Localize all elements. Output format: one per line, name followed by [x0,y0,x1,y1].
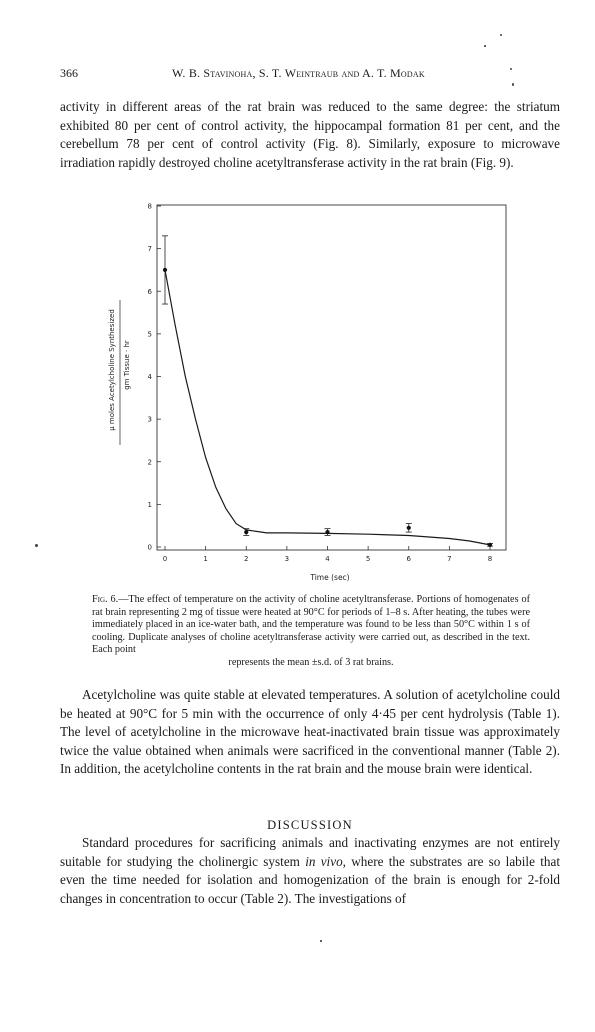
y-tick-label: 5 [147,330,152,339]
y-tick-label: 6 [147,287,152,296]
data-point [163,268,167,272]
x-tick-label: 4 [325,555,330,563]
x-tick-label: 8 [487,555,493,563]
y-tick-label: 1 [147,500,152,509]
paragraph-3-start: Standard procedures for sacrificing animals and inactivating enzymes are not entirely suitable for studying the cholinergic system [60,835,560,869]
caption-text: —The effect of temperature on the activity of choline acetyltransferase. Portions of homogenates of rat brain representing 2 mg of tissue were heated at 90°C for periods of 1–8 s. After heating, the tubes were immediately placed in an ice-water bath, and the temperature was found to be less than 50°C within 1 s of cooling. Duplicate analyses of choline acetyltransferase activity were carried out, as described in the text. Each point [92,594,530,656]
y-tick-label: 4 [147,373,152,381]
data-point [244,530,248,534]
y-tick-label: 0 [147,543,152,552]
y-tick-label: 7 [147,245,152,254]
y-axis-ticks [148,203,161,552]
y-axis-label-line2: gm Tissue · hr [123,340,131,390]
data-point [325,530,329,534]
x-tick-label: 6 [406,555,411,563]
x-tick-label: 1 [203,555,208,563]
x-tick-label: 7 [447,555,452,563]
caption-label: Fig. 6. [92,594,119,605]
y-tick-label: 2 [147,458,152,467]
fitted-curve [165,270,490,545]
data-point [488,543,492,547]
x-tick-label: 0 [162,555,168,563]
body-paragraph-1: activity in different areas of the rat brain was reduced to the same degree: the striatum exhibited 80 per cent of control activity, the hippocampal formation 81 per cent, and the cerebellum 78 per cent of control activity (Fig. 8). Similarly, exposure to microwave irradiation rapidly destroyed choline acetyltransferase activity in the rat brain (Fig. 9). [60,99,560,170]
figure-caption [92,594,530,670]
body-paragraph-3 [60,834,560,908]
y-axis-label-line1: µ moles Acetylcholine Synthesized [108,309,116,431]
x-tick-label: 5 [365,555,371,563]
data-point [407,526,411,530]
data-points [162,236,493,547]
plot-frame [157,205,506,550]
x-tick-label: 3 [284,555,290,563]
y-tick-label: 8 [147,202,152,211]
paragraph-3-end: , where the substrates are so labile that even the time needed for isolation and homogenization of the brain is enough for 2-fold changes in concentration to occur (Table 2). The investigations of [60,853,560,906]
x-axis-ticks [163,546,492,563]
figure-6-chart [100,195,520,590]
x-tick-label: 2 [244,555,249,563]
section-heading: DISCUSSION [267,818,353,832]
running-title: W. B. Stavinoha, S. T. Weintraub and A. T. Modak [172,66,425,80]
y-tick-label: 3 [147,415,152,424]
caption-last-line: represents the mean ±s.d. of 3 rat brains. [228,656,394,668]
x-axis-label: Time (sec) [310,573,350,582]
body-paragraph-2: Acetylcholine was quite stable at elevated temperatures. A solution of acetylcholine could be heated at 90°C for 5 min with the occurrence of only 4·45 per cent hydrolysis (Table 1). The level of acetylcholine in the microwave heat-inactivated brain tissue was approximately twice the value obtained when animals were sacrificed in the conventional manner (Table 2). In addition, the acetylcholine contents in the rat brain and the mouse brain were identical. [60,687,560,777]
page-number: 366 [60,66,78,80]
paragraph-3-italic: in vivo [305,853,343,869]
